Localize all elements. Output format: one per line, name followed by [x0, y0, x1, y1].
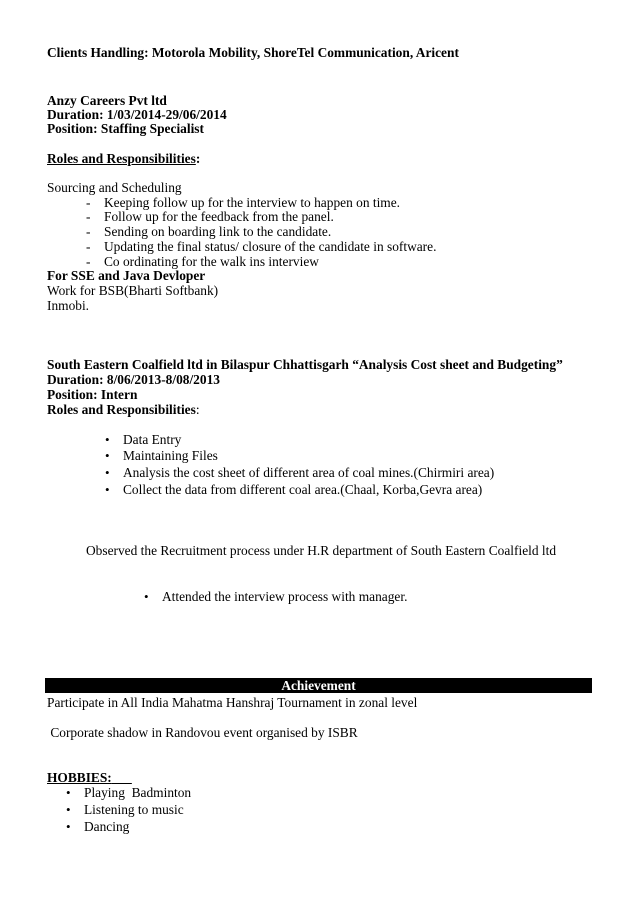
- achievement-item: Corporate shadow in Randovou event organised by ISBR: [47, 725, 358, 740]
- dash-marker: -: [86, 254, 91, 269]
- achievement-item: Participate in All India Mahatma Hanshraj Tournament in zonal level: [47, 695, 418, 710]
- job1-sourcing: Sourcing and Scheduling: [47, 180, 182, 195]
- bullet-marker: •: [105, 448, 110, 463]
- job1-roles-heading: [47, 151, 200, 166]
- job1-roles-label: Roles and Responsibilities: [47, 151, 196, 166]
- bullet-marker: •: [105, 465, 110, 480]
- bullet-marker: •: [66, 785, 71, 800]
- achievement-heading-bar: Achievement: [45, 678, 592, 693]
- job1-work-for: Work for BSB(Bharti Softbank): [47, 283, 219, 298]
- job2-roles-colon: :: [195, 402, 200, 417]
- dash-marker: -: [86, 239, 91, 254]
- job2-duration: Duration: 8/06/2013-8/08/2013: [47, 372, 220, 387]
- task-text: Collect the data from different coal area.(Chaal, Korba,Gevra area): [123, 482, 483, 497]
- task-text: Co ordinating for the walk ins interview: [104, 254, 319, 269]
- task-text: Sending on boarding link to the candidate.: [104, 224, 332, 239]
- job2-observed: Observed the Recruitment process under H.R department of South Eastern Coalfield ltd: [86, 543, 557, 558]
- dash-marker: -: [86, 195, 91, 210]
- hobbies-heading: [47, 770, 132, 785]
- hobby-text: Listening to music: [84, 802, 184, 817]
- job2-position: Position: Intern: [47, 387, 138, 402]
- hobbies-underline-gap: [112, 770, 132, 785]
- bullet-marker: •: [66, 819, 71, 834]
- bullet-marker: •: [105, 432, 110, 447]
- task-text: Maintaining Files: [123, 448, 218, 463]
- bullet-marker: •: [66, 802, 71, 817]
- clients-handling: Clients Handling: Motorola Mobility, ShoreTel Communication, Aricent: [47, 45, 459, 60]
- job1-for-heading: For SSE and Java Devloper: [47, 268, 206, 283]
- hobby-text: Playing Badminton: [84, 785, 192, 800]
- hobbies-label: HOBBIES:: [47, 770, 112, 785]
- job1-company: Anzy Careers Pvt ltd: [47, 93, 167, 108]
- job1-position: Position: Staffing Specialist: [47, 121, 204, 136]
- bullet-marker: •: [144, 589, 149, 604]
- dash-marker: -: [86, 224, 91, 239]
- bullet-marker: •: [105, 482, 110, 497]
- task-text: Updating the final status/ closure of the candidate in software.: [104, 239, 437, 254]
- job2-title: South Eastern Coalfield ltd in Bilaspur Chhattisgarh “Analysis Cost sheet and Budgeting”: [47, 357, 563, 372]
- job1-roles-colon: :: [195, 151, 201, 166]
- job2-roles-label: Roles and Responsibilities: [47, 402, 196, 417]
- task-text: Follow up for the feedback from the panel.: [104, 209, 334, 224]
- job1-duration: Duration: 1/03/2014-29/06/2014: [47, 107, 227, 122]
- attended-text: Attended the interview process with manager.: [162, 589, 408, 604]
- hobby-text: Dancing: [84, 819, 130, 834]
- task-text: Analysis the cost sheet of different area of coal mines.(Chirmiri area): [123, 465, 495, 480]
- job2-roles-heading: [47, 402, 200, 417]
- job1-inmobi: Inmobi.: [47, 298, 90, 313]
- task-text: Keeping follow up for the interview to happen on time.: [104, 195, 401, 210]
- task-text: Data Entry: [123, 432, 182, 447]
- dash-marker: -: [86, 209, 91, 224]
